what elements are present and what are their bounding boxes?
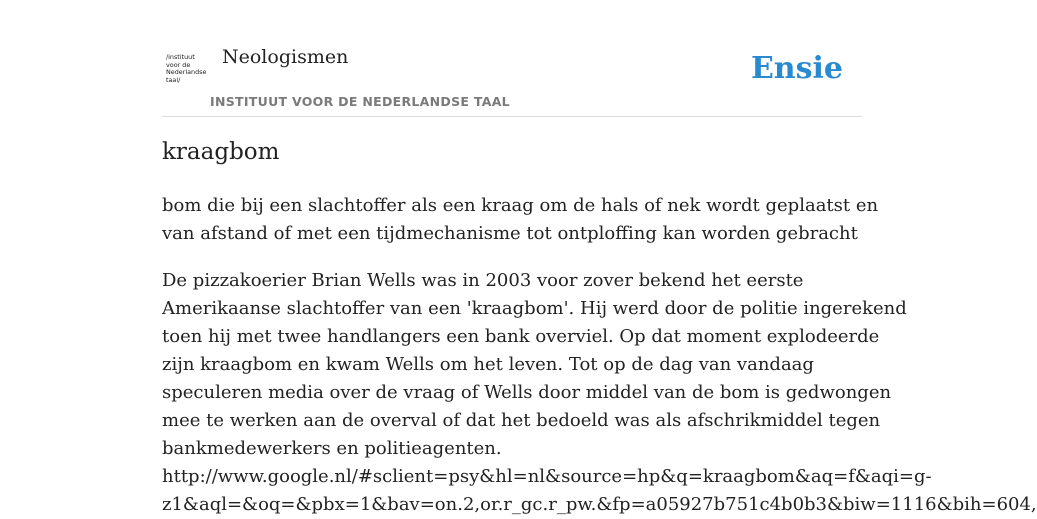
example-line: De pizzakoerier Brian Wells was in 2003 voor zover bekend het eerste	[162, 270, 804, 291]
source-url-line: z1&aql=&oq=&pbx=1&bav=on.2,or.r_gc.r_pw.&fp=a05927b751c4b0b3&biw=1116&bih=604,	[162, 494, 1037, 515]
ensie-brand-link[interactable]: Ensie	[750, 51, 843, 86]
site-name-link[interactable]: Neologismen	[222, 46, 349, 68]
definition-line: bom die bij een slachtoffer als een kraag om de hals of nek wordt geplaatst en	[162, 195, 879, 216]
entry-definition	[162, 192, 879, 248]
logo-line: /instituut	[166, 53, 195, 61]
ivdnt-logo[interactable]	[166, 54, 212, 90]
source-url-line: http://www.google.nl/#sclient=psy&hl=nl&source=hp&q=kraagbom&aq=f&aqi=g-	[162, 466, 932, 487]
example-line: bankmedewerkers en politieagenten.	[162, 438, 502, 459]
entry-headword: kraagbom	[162, 139, 280, 165]
example-line: Amerikaanse slachtoffer van een 'kraagbom'. Hij werd door de politie ingerekend	[162, 298, 907, 319]
definition-line: van afstand of met een tijdmechanisme tot ontploffing kan worden gebracht	[162, 223, 858, 244]
example-line: mee te werken aan de overval of dat het bedoeld was als afschrikmiddel tegen	[162, 410, 881, 431]
example-line: zijn kraagbom en kwam Wells om het leven. Tot op de dag van vandaag	[162, 354, 814, 375]
institute-name: INSTITUUT VOOR DE NEDERLANDSE TAAL	[210, 94, 510, 109]
logo-line: taal/	[166, 75, 181, 84]
logo-line: voor de	[166, 60, 191, 69]
entry-example	[162, 267, 1037, 519]
site-header	[162, 40, 862, 117]
logo-line: Nederlandse	[166, 68, 207, 77]
example-line: toen hij met twee handlangers een bank overviel. Op dat moment explodeerde	[162, 326, 880, 347]
example-line: speculeren media over de vraag of Wells door middel van de bom is gedwongen	[162, 382, 892, 403]
